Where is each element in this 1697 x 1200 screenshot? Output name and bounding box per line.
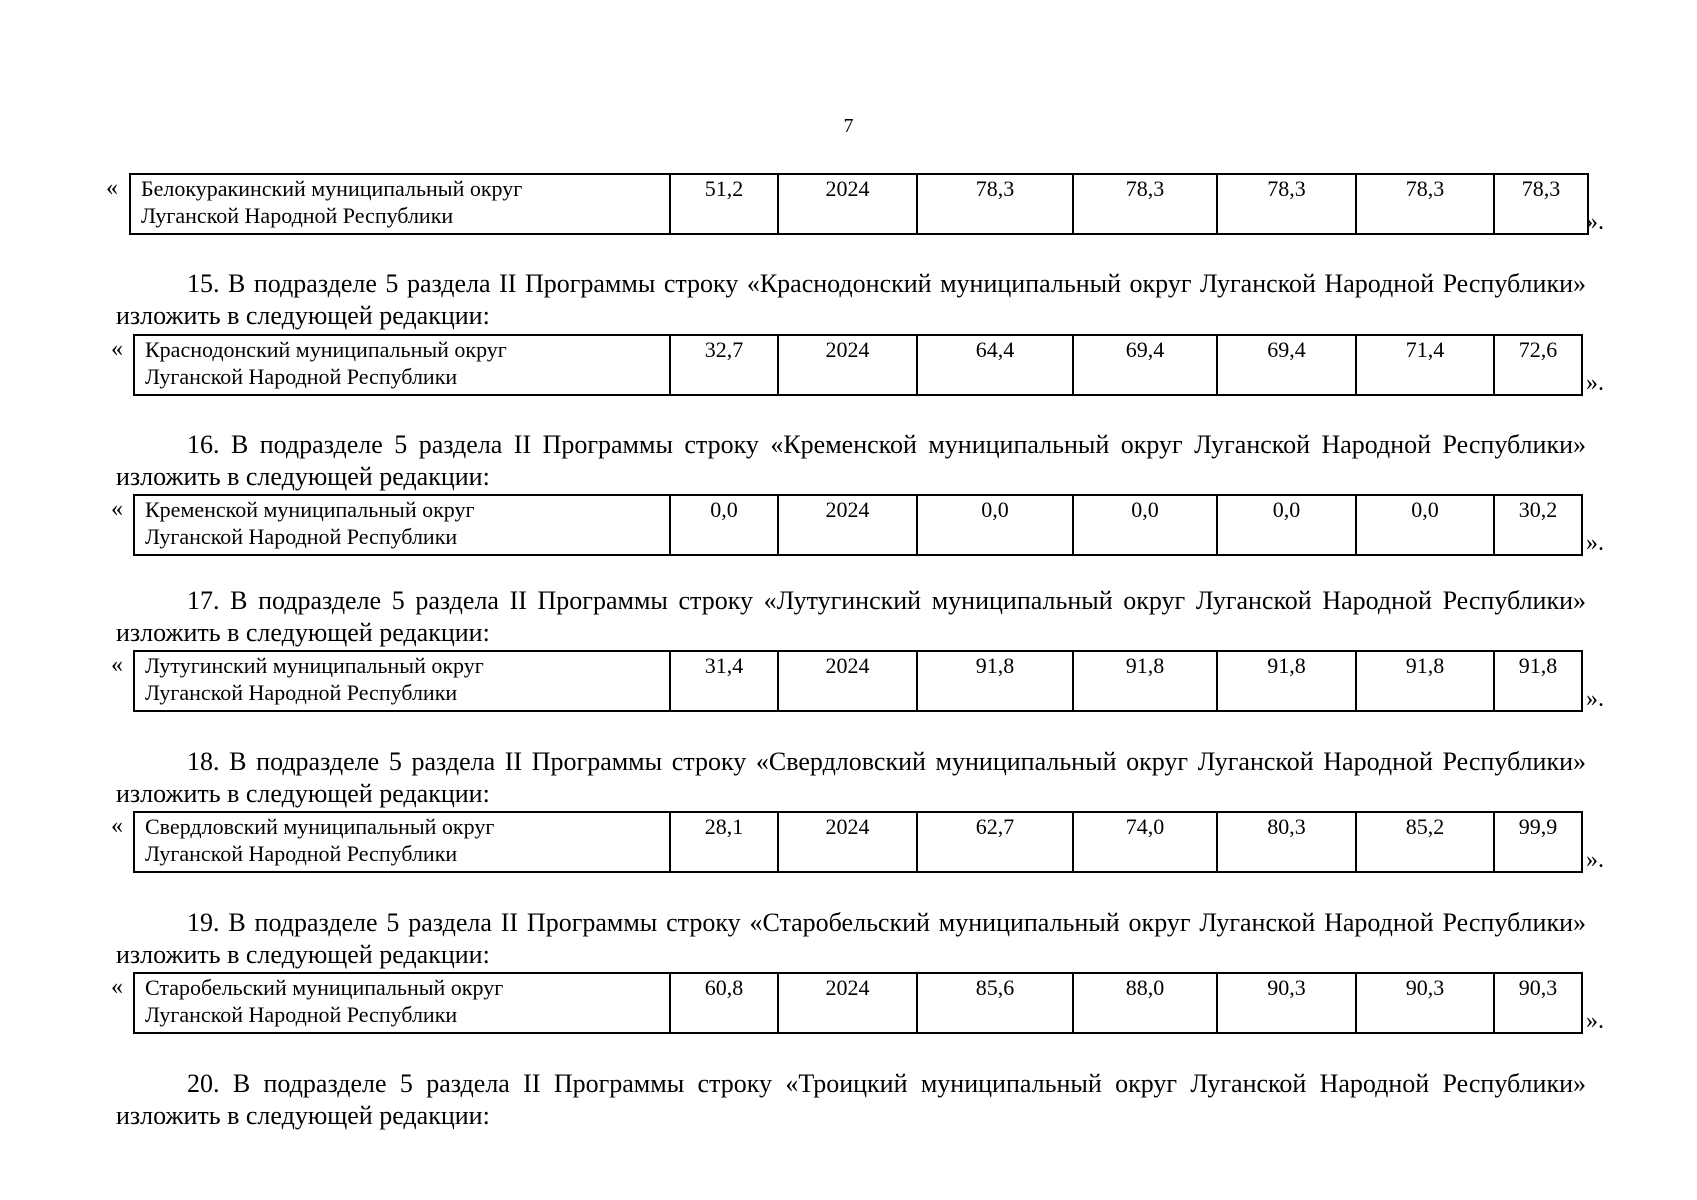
paragraph (116, 1068, 1586, 1132)
value-cell: 31,4 (670, 651, 778, 711)
paragraph-text: 16. В подразделе 5 раздела II Программы строку «Кременской муниципальный округ Луганской Народной Республики» изложить в следующей редакции: (116, 430, 1586, 491)
value-cell: 78,3 (1494, 174, 1588, 234)
year-cell: 2024 (778, 651, 917, 711)
name-line-1: Свердловский муниципальный округ (145, 814, 495, 839)
value-cell: 91,8 (1356, 651, 1494, 711)
close-quote: ». (1586, 530, 1604, 556)
paragraph-text: 15. В подразделе 5 раздела II Программы строку «Краснодонский муниципальный округ Луганской Народной Республики» изложить в следующей редакции: (116, 269, 1586, 330)
value-cell: 78,3 (1356, 174, 1494, 234)
paragraph (116, 268, 1586, 332)
close-quote: ». (1586, 686, 1604, 712)
table-row (133, 494, 1583, 556)
name-line-2: Луганской Народной Республики (145, 841, 458, 866)
municipality-name-cell (134, 495, 670, 555)
value-cell: 78,3 (1217, 174, 1356, 234)
paragraph (116, 746, 1586, 810)
value-cell: 91,8 (917, 651, 1073, 711)
open-quote: « (111, 336, 123, 362)
value-cell: 71,4 (1356, 335, 1494, 395)
value-cell: 91,8 (1494, 651, 1582, 711)
year-cell: 2024 (778, 973, 917, 1033)
value-cell: 91,8 (1217, 651, 1356, 711)
paragraph (116, 907, 1586, 971)
value-cell: 78,3 (917, 174, 1073, 234)
value-cell: 85,6 (917, 973, 1073, 1033)
table-row (133, 972, 1583, 1034)
municipality-name-cell (130, 174, 670, 234)
value-cell: 69,4 (1073, 335, 1217, 395)
value-cell: 72,6 (1494, 335, 1582, 395)
value-cell: 74,0 (1073, 812, 1217, 872)
name-line-1: Кременской муниципальный округ (145, 497, 475, 522)
value-cell: 88,0 (1073, 973, 1217, 1033)
year-cell: 2024 (778, 495, 917, 555)
municipality-name-cell (134, 651, 670, 711)
open-quote: « (111, 974, 123, 1000)
year-cell: 2024 (778, 812, 917, 872)
municipality-name-cell (134, 335, 670, 395)
paragraph-text: 20. В подразделе 5 раздела II Программы строку «Троицкий муниципальный округ Луганской Народной Республики» изложить в следующей редакции: (116, 1069, 1586, 1130)
year-cell: 2024 (778, 174, 917, 234)
municipality-name-cell (134, 812, 670, 872)
value-cell: 85,2 (1356, 812, 1494, 872)
table-row (133, 334, 1583, 396)
value-cell: 0,0 (1217, 495, 1356, 555)
close-quote: ». (1586, 847, 1604, 873)
name-line-1: Старобельский муниципальный округ (145, 975, 504, 1000)
page-number: 7 (843, 115, 854, 137)
name-line-2: Луганской Народной Республики (145, 524, 458, 549)
name-line-1: Лутугинский муниципальный округ (145, 653, 484, 678)
value-cell: 78,3 (1073, 174, 1217, 234)
value-cell: 28,1 (670, 812, 778, 872)
table-row (133, 811, 1583, 873)
value-cell: 62,7 (917, 812, 1073, 872)
table-row (129, 173, 1589, 235)
name-line-1: Краснодонский муниципальный округ (145, 337, 507, 362)
paragraph (116, 585, 1586, 649)
value-cell: 69,4 (1217, 335, 1356, 395)
table-row (133, 650, 1583, 712)
value-cell: 51,2 (670, 174, 778, 234)
open-quote: « (111, 496, 123, 522)
close-quote: ». (1586, 370, 1604, 396)
value-cell: 60,8 (670, 973, 778, 1033)
paragraph-text: 17. В подразделе 5 раздела II Программы строку «Лутугинский муниципальный округ Луганской Народной Республики» изложить в следующей редакции: (116, 586, 1586, 647)
open-quote: « (111, 652, 123, 678)
open-quote: « (111, 813, 123, 839)
name-line-2: Луганской Народной Республики (141, 203, 454, 228)
value-cell: 0,0 (670, 495, 778, 555)
close-quote: ». (1586, 1008, 1604, 1034)
value-cell: 0,0 (917, 495, 1073, 555)
name-line-2: Луганской Народной Республики (145, 680, 458, 705)
value-cell: 90,3 (1217, 973, 1356, 1033)
value-cell: 90,3 (1356, 973, 1494, 1033)
name-line-1: Белокуракинский муниципальный округ (141, 176, 523, 201)
close-quote: ». (1586, 209, 1604, 235)
open-quote: « (106, 175, 118, 201)
value-cell: 0,0 (1356, 495, 1494, 555)
value-cell: 64,4 (917, 335, 1073, 395)
name-line-2: Луганской Народной Республики (145, 364, 458, 389)
paragraph (116, 429, 1586, 493)
value-cell: 80,3 (1217, 812, 1356, 872)
value-cell: 0,0 (1073, 495, 1217, 555)
paragraph-text: 19. В подразделе 5 раздела II Программы строку «Старобельский муниципальный округ Луганской Народной Республики» изложить в следующей редакции: (116, 908, 1586, 969)
value-cell: 32,7 (670, 335, 778, 395)
municipality-name-cell (134, 973, 670, 1033)
paragraph-text: 18. В подразделе 5 раздела II Программы строку «Свердловский муниципальный округ Луганской Народной Республики» изложить в следующей редакции: (116, 747, 1586, 808)
value-cell: 90,3 (1494, 973, 1582, 1033)
value-cell: 91,8 (1073, 651, 1217, 711)
value-cell: 99,9 (1494, 812, 1582, 872)
year-cell: 2024 (778, 335, 917, 395)
value-cell: 30,2 (1494, 495, 1582, 555)
name-line-2: Луганской Народной Республики (145, 1002, 458, 1027)
